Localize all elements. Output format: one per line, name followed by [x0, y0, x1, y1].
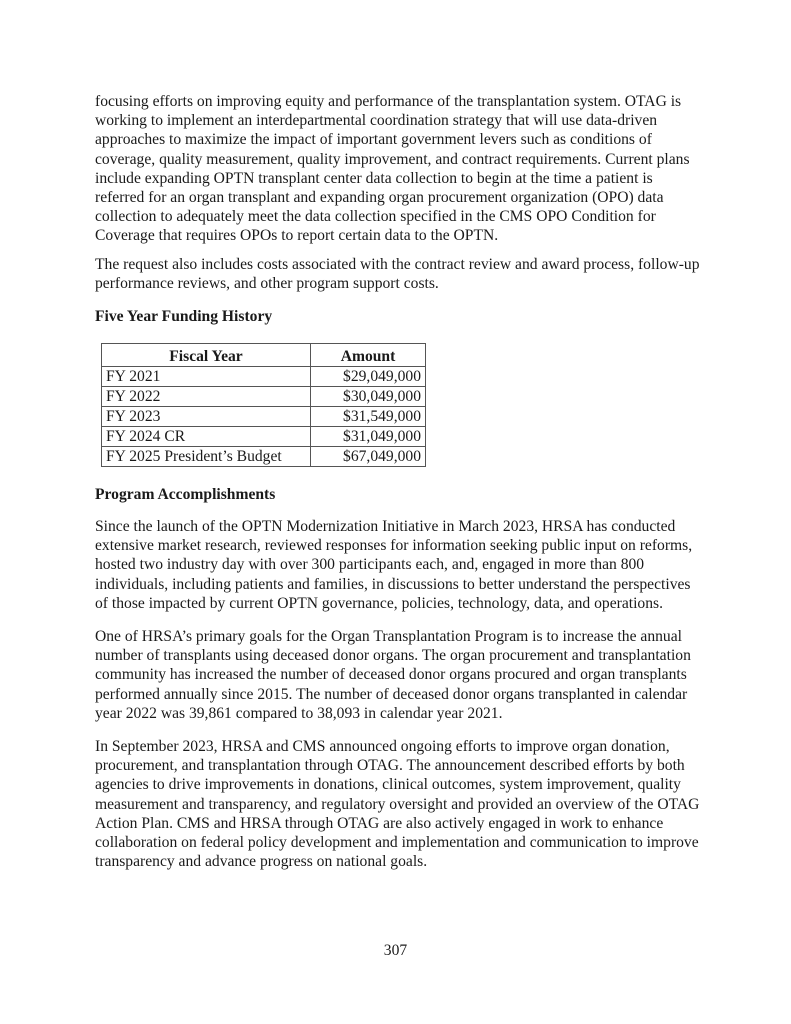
request-paragraph	[95, 255, 715, 293]
amount-cell: $30,049,000	[311, 387, 426, 407]
fiscal-year-cell: FY 2021	[102, 367, 311, 387]
fiscal-year-cell: FY 2023	[102, 407, 311, 427]
table-row	[102, 387, 426, 407]
intro-paragraph	[95, 92, 715, 246]
amount-cell: $31,549,000	[311, 407, 426, 427]
text-line: performed annually since 2015. The number of deceased donor organs transplanted in calendar	[95, 685, 688, 703]
text-line: referred for an organ transplant and expanding organ procurement organization (OPO) data	[95, 188, 664, 206]
table-row	[102, 407, 426, 427]
text-line: community has increased the number of deceased donor organs procured and organ transplants	[95, 666, 687, 684]
column-header-amount: Amount	[311, 344, 426, 367]
text-line: agencies to drive improvements in donations, clinical outcomes, system improvement, quality	[95, 776, 681, 794]
table-row	[102, 367, 426, 387]
text-line: performance reviews, and other program support costs.	[95, 275, 439, 293]
text-line: collaboration on federal policy development and implementation and communication to improve	[95, 833, 699, 851]
text-line: hosted two industry day with over 300 participants each, and, engaged in more than 800	[95, 556, 645, 574]
text-line: Coverage that requires OPOs to report certain data to the OPTN.	[95, 227, 499, 245]
text-line: individuals, including patients and families, in discussions to better understand the perspectives	[95, 575, 691, 593]
text-line: of those impacted by current OPTN governance, policies, technology, data, and operations.	[95, 594, 663, 612]
table-header-row	[102, 344, 426, 367]
amount-cell: $29,049,000	[311, 367, 426, 387]
text-line: number of transplants using deceased donor organs. The organ procurement and transplantation	[95, 647, 691, 665]
accomplishments-paragraph-1	[95, 517, 715, 613]
text-line: The request also includes costs associated with the contract review and award process, follow-up	[95, 256, 700, 273]
accomplishments-paragraph-2	[95, 627, 715, 723]
text-line: coverage, quality measurement, quality improvement, and contract requirements. Current plans	[95, 150, 690, 168]
table-row	[102, 447, 426, 467]
funding-history-table	[101, 343, 426, 467]
accomplishments-paragraph-3	[95, 737, 715, 871]
fiscal-year-cell: FY 2022	[102, 387, 311, 407]
text-line: collection to adequately meet the data collection specified in the CMS OPO Condition for	[95, 208, 656, 226]
text-line: working to implement an interdepartmental coordination strategy that will use data-driven	[95, 112, 658, 130]
text-line: In September 2023, HRSA and CMS announced ongoing efforts to improve organ donation,	[95, 738, 670, 755]
fiscal-year-cell: FY 2025 President’s Budget	[102, 447, 311, 467]
text-line: focusing efforts on improving equity and performance of the transplantation system. OTAG is	[95, 93, 682, 110]
page-number: 307	[383, 942, 408, 959]
text-line: year 2022 was 39,861 compared to 38,093 in calendar year 2021.	[95, 704, 503, 722]
column-header-fiscal-year: Fiscal Year	[102, 344, 311, 367]
amount-cell: $67,049,000	[311, 447, 426, 467]
amount-cell: $31,049,000	[311, 427, 426, 447]
text-line: measurement and transparency, and regulatory oversight and provided an overview of the OTAG	[95, 795, 700, 813]
text-line: approaches to maximize the impact of important government levers such as conditions of	[95, 131, 652, 149]
funding-history-heading: Five Year Funding History	[95, 308, 273, 325]
text-line: extensive market research, reviewed responses for information seeking public input on reforms,	[95, 537, 693, 555]
program-accomplishments-heading: Program Accomplishments	[95, 486, 276, 503]
text-line: One of HRSA’s primary goals for the Organ Transplantation Program is to increase the annual	[95, 628, 682, 645]
text-line: Since the launch of the OPTN Modernization Initiative in March 2023, HRSA has conducted	[95, 518, 676, 535]
text-line: Action Plan. CMS and HRSA through OTAG are also actively engaged in work to enhance	[95, 814, 664, 832]
fiscal-year-cell: FY 2024 CR	[102, 427, 311, 447]
text-line: include expanding OPTN transplant center data collection to begin at the time a patient is	[95, 169, 653, 187]
text-line: procurement, and transplantation through OTAG. The announcement described efforts by both	[95, 757, 685, 775]
text-line: transparency and advance progress on national goals.	[95, 853, 428, 871]
table-row	[102, 427, 426, 447]
